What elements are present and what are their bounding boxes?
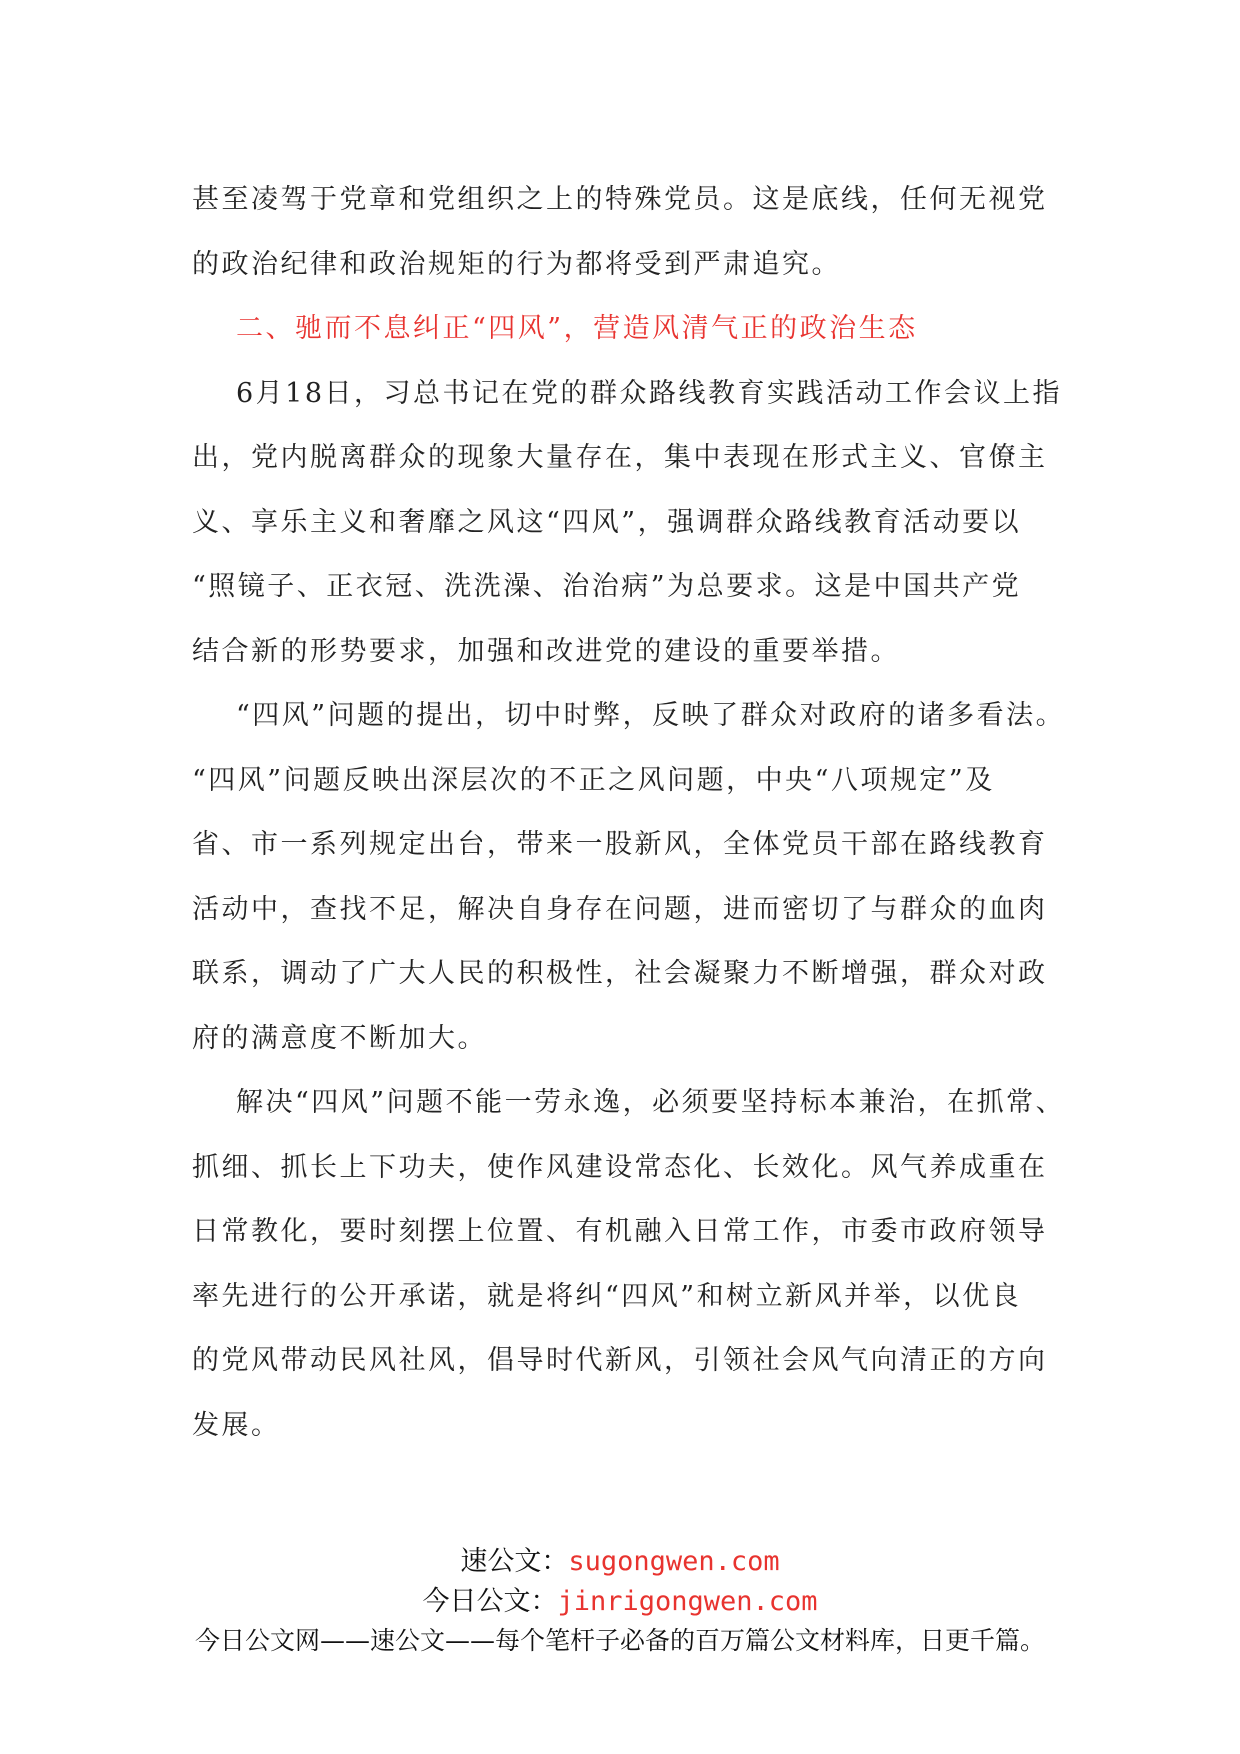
paragraph-line: 发展。 xyxy=(192,1409,281,1441)
paragraph-line: 的党风带动民风社风，倡导时代新风，引领社会风气向清正的方向 xyxy=(192,1345,1048,1376)
paragraph-line: 解决“四风”问题不能一劳永逸，必须要坚持标本兼治，在抓常、 xyxy=(236,1087,1066,1118)
paragraph-line: 抓细、抓长上下功夫，使作风建设常态化、长效化。风气养成重在 xyxy=(192,1151,1048,1183)
paragraph-line: 6月18日，习总书记在党的群众路线教育实践活动工作会议上指 xyxy=(236,377,1063,409)
paragraph-line: 义、享乐主义和奢靡之风这“四风”，强调群众路线教育活动要以 xyxy=(192,506,1022,538)
paragraph-line: 的政治纪律和政治规矩的行为都将受到严肃追究。 xyxy=(192,248,841,280)
paragraph-line: “照镜子、正衣冠、洗洗澡、治治病”为总要求。这是中国共产党 xyxy=(192,571,1022,602)
paragraph-line: 结合新的形势要求，加强和改进党的建设的重要举措。 xyxy=(192,635,900,667)
paragraph-line: 联系，调动了广大人民的积极性，社会凝聚力不断增强，群众对政 xyxy=(192,958,1048,989)
paragraph-line: 出，党内脱离群众的现象大量存在，集中表现在形式主义、官僚主 xyxy=(192,442,1048,473)
document-body xyxy=(192,168,1072,1458)
paragraph-line: 甚至凌驾于党章和党组织之上的特殊党员。这是底线，任何无视党 xyxy=(192,184,1048,215)
paragraph-line: 省、市一系列规定出台，带来一股新风，全体党员干部在路线教育 xyxy=(192,829,1048,860)
footer-site2-label: 今日公文： xyxy=(422,1586,558,1617)
paragraph-line: “四风”问题反映出深层次的不正之风问题，中央“八项规定”及 xyxy=(192,764,995,796)
footer-site1 xyxy=(0,1544,1240,1580)
footer-site2-link[interactable]: jinrigongwen.com xyxy=(557,1586,818,1617)
paragraph-line: “四风”问题的提出，切中时弊，反映了群众对政府的诸多看法。 xyxy=(236,700,1066,731)
paragraph-line: 率先进行的公开承诺，就是将纠“四风”和树立新风并举，以优良 xyxy=(192,1280,1022,1312)
footer-site1-label: 速公文： xyxy=(460,1546,569,1577)
footer-tagline: 今日公文网——速公文——每个笔杆子必备的百万篇公文材料库，日更千篇。 xyxy=(194,1626,1045,1655)
paragraph-line: 活动中，查找不足，解决自身存在问题，进而密切了与群众的血肉 xyxy=(192,893,1048,925)
footer-site2 xyxy=(0,1584,1240,1620)
section-heading: 二、驰而不息纠正“四风”，营造风清气正的政治生态 xyxy=(236,313,918,344)
paragraph-line: 日常教化，要时刻摆上位置、有机融入日常工作，市委市政府领导 xyxy=(192,1216,1048,1247)
paragraph-line: 府的满意度不断加大。 xyxy=(192,1022,487,1054)
footer-site1-link[interactable]: sugongwen.com xyxy=(568,1546,780,1577)
